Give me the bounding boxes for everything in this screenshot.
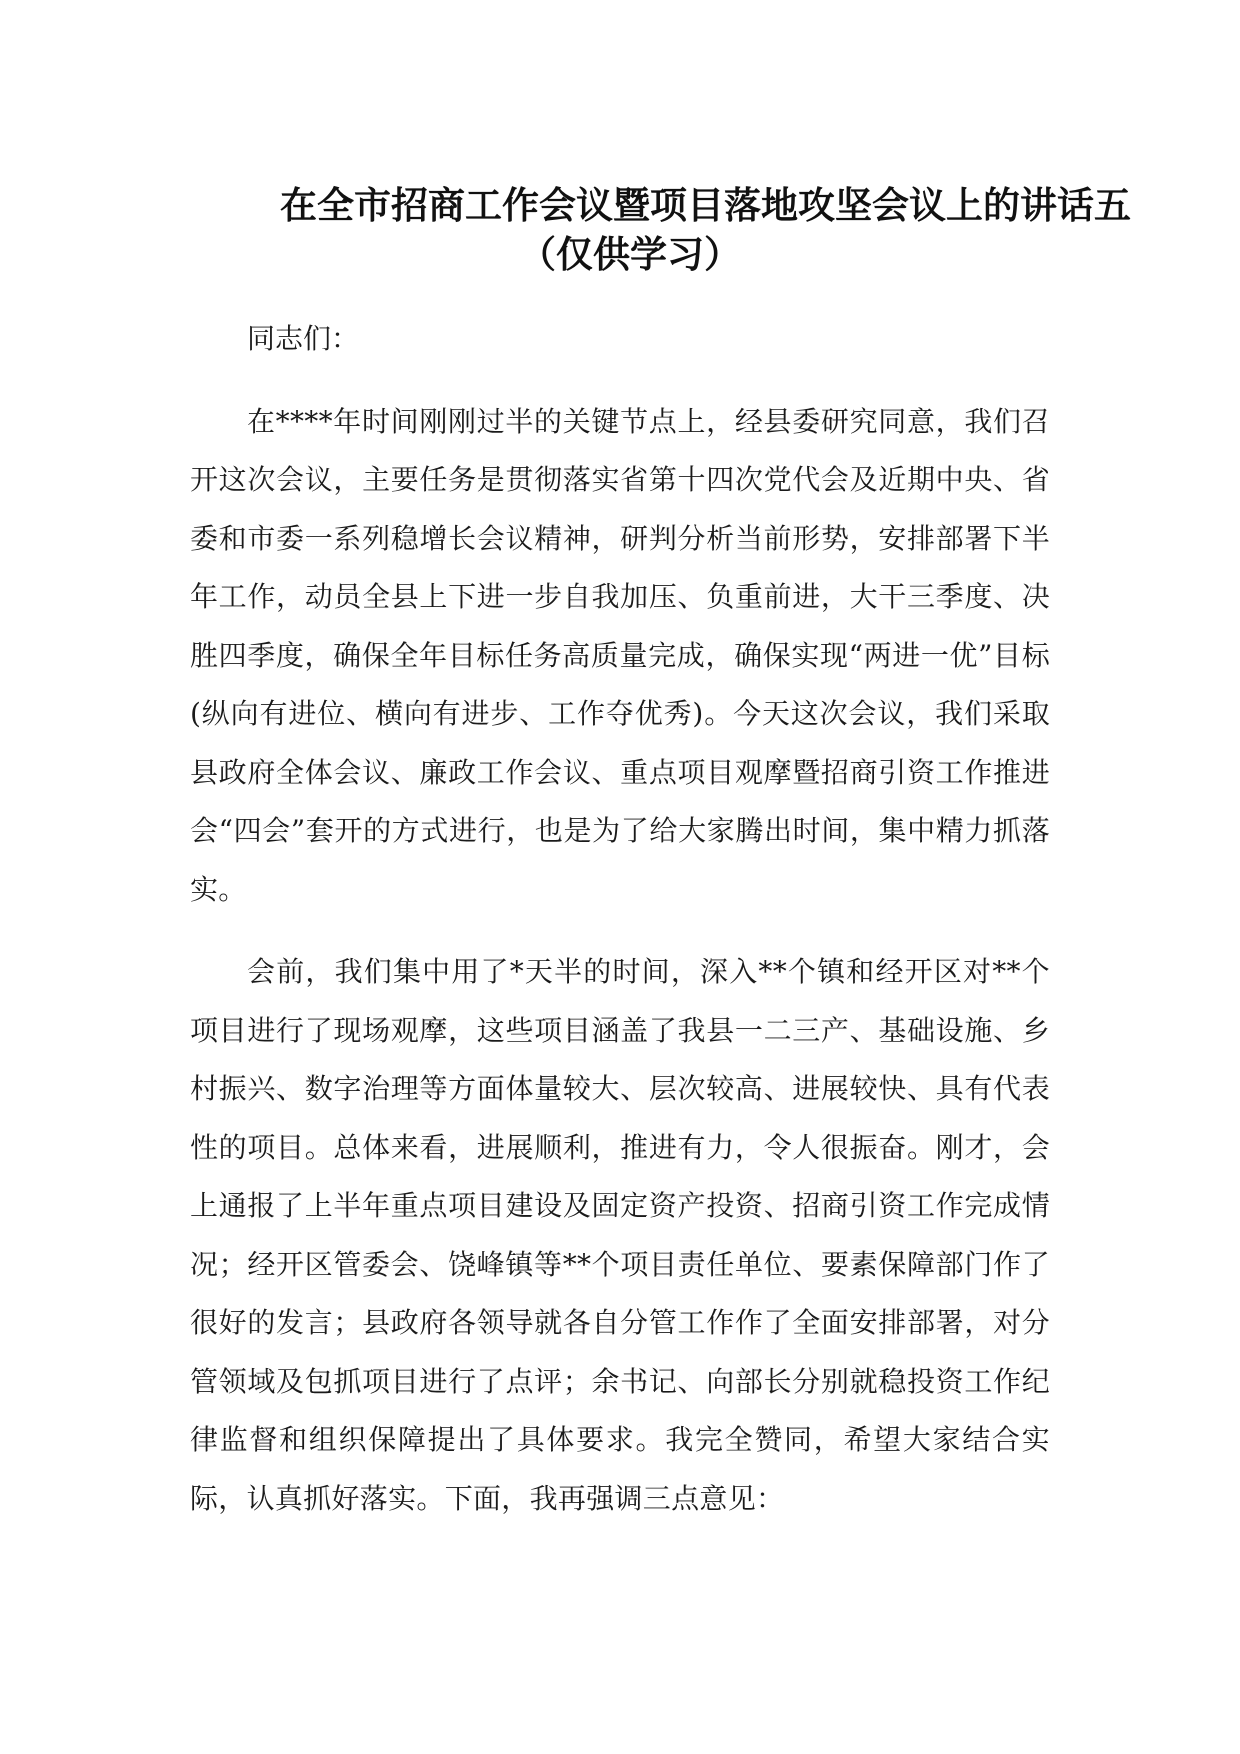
paragraph-1: 在****年时间刚刚过半的关键节点上，经县委研究同意，我们召开这次会议，主要任务是贯彻落实省第十四次党代会及近期中央、省委和市委一系列稳增长会议精神，研判分析当前形势，安排部署下半年工作，动员全县上下进一步自我加压、负重前进，大干三季度、决胜四季度，确保全年目标任务高质量完成，确保实现“两进一优”目标(纵向有进位、横向有进步、工作夺优秀)。今天这次会议，我们采取县政府全体会议、廉政工作会议、重点项目观摩暨招商引资工作推进会“四会”套开的方式进行，也是为了给大家腾出时间，集中精力抓落实。 xyxy=(190,404,1050,906)
title-line-subtitle: （仅供学习） xyxy=(519,233,741,276)
document-title xyxy=(190,182,1131,278)
paragraph-2: 会前，我们集中用了*天半的时间，深入**个镇和经开区对**个项目进行了现场观摩，这些项目涵盖了我县一二三产、基础设施、乡村振兴、数字治理等方面体量较大、层次较高、进展较快、具有代表性的项目。总体来看，进展顺利，推进有力，令人很振奋。刚才，会上通报了上半年重点项目建设及固定资产投资、招商引资工作完成情况；经开区管委会、饶峰镇等**个项目责任单位、要素保障部门作了很好的发言；县政府各领导就各自分管工作作了全面安排部署，对分管领域及包抓项目进行了点评；余书记、向部长分别就稳投资工作纪律监督和组织保障提出了具体要求。我完全赞同，希望大家结合实际，认真抓好落实。下面，我再强调三点意见： xyxy=(190,955,1050,1515)
title-line-main: 在全市招商工作会议暨项目落地攻坚会议上的讲话五 xyxy=(280,184,1131,227)
document-body xyxy=(190,310,1050,1552)
salutation: 同志们： xyxy=(247,322,360,355)
